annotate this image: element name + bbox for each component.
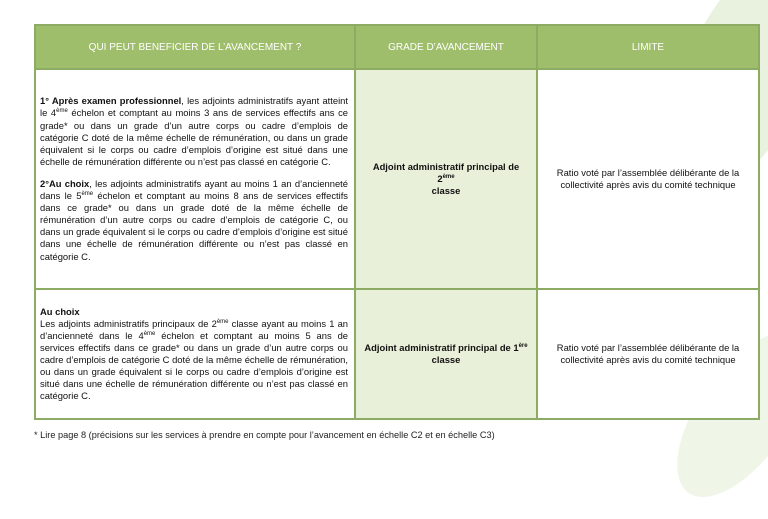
ordinal-superscript: ème	[216, 318, 229, 325]
ordinal-superscript: ème	[56, 108, 68, 115]
grade-text: Adjoint administratif principal de 1	[364, 341, 519, 353]
header-grade: GRADE D’AVANCEMENT	[355, 25, 537, 69]
grade-cell	[355, 69, 537, 289]
condition-heading: Au choix	[40, 305, 80, 317]
ordinal-superscript: ème	[81, 190, 94, 197]
advancement-table	[34, 24, 760, 420]
conditions-cell	[35, 289, 355, 419]
condition-text: échelon et comptant au moins 5 ans de services effectifs dans ce grade* ou dans un grade d’un autre corps ou cadre d’emplois de catégorie C doté de la même échelle de rémunération, ou dans un grade équivalent si le corps ou cadre d’emplois d’origine est situé dans une échelle de rémunération différente ou n’est pas classé en catégorie C.	[40, 329, 348, 402]
header-limit: LIMITE	[537, 25, 759, 69]
grade-text: classe	[431, 354, 461, 365]
grade-cell	[355, 289, 537, 419]
table-row	[35, 69, 759, 289]
limit-cell: Ratio voté par l’assemblée délibérante de la collectivité après avis du comité technique	[537, 69, 759, 289]
condition-heading: 2°Au choix	[40, 177, 90, 189]
condition-text: échelon et comptant au moins 3 ans de services effectifs ans ce grade* ou dans un grade d’un autre corps ou cadre d’emplois de catégorie C doté de la même échelle de rémunération, ou dans un grade équivalent si le corps ou cadre d’emplois d’origine est situé dans une échelle de rémunération différente ou n’est pas classé en catégorie C.	[40, 107, 348, 167]
ordinal-superscript: ème	[442, 173, 455, 180]
ordinal-superscript: ème	[143, 330, 156, 337]
header-beneficiaries: QUI PEUT BENEFICIER DE L’AVANCEMENT ?	[35, 25, 355, 69]
condition-text: classe ayant au moins 1 an d’ancienneté dans le 4	[40, 317, 348, 341]
condition-heading: 1° Après examen professionnel	[40, 95, 182, 107]
footnote: * Lire page 8 (précisions sur les services à prendre en compte pour l’avancement en échelle C2 et en échelle C3)	[34, 430, 495, 440]
condition-text: , les adjoints administratifs ayant au moins 1 an d’ancienneté dans le 5	[40, 177, 349, 202]
conditions-cell	[35, 69, 355, 289]
ordinal-superscript: ère	[518, 342, 528, 349]
condition-paragraph	[40, 95, 348, 168]
limit-cell: Ratio voté par l’assemblée délibérante de la collectivité après avis du comité technique	[537, 289, 759, 419]
condition-paragraph	[40, 306, 348, 403]
grade-text: classe	[431, 185, 461, 197]
grade-text: Adjoint administratif principal de 2	[372, 160, 520, 184]
condition-paragraph	[40, 178, 348, 263]
table-header-row	[35, 25, 759, 69]
condition-text: , les adjoints administratifs ayant atteint le 4	[40, 95, 349, 119]
table-row	[35, 289, 759, 419]
condition-text: Les adjoints administratifs principaux de 2	[40, 317, 217, 329]
condition-text: échelon et comptant au moins 8 ans de services effectifs dans ce grade* ou dans un grade doté de la même échelle de rémunération d’un autre corps ou cadre d’emplois de catégorie C, ou dans un grade équivalent si le corps ou cadre d’emplois d’origine est situé dans une échelle de rémunération différente ou n’est pas classé en catégorie C.	[40, 190, 348, 262]
